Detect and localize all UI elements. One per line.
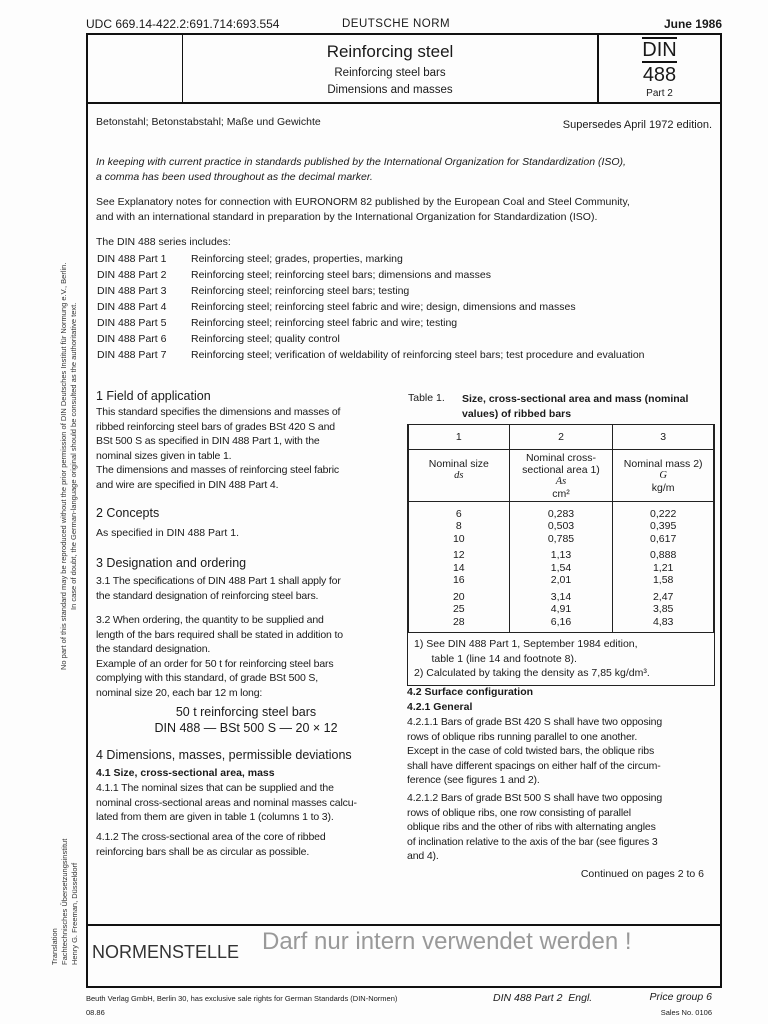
copyright-notice: No part of this standard may be reproduced without the prior permission of DIN Deutsches Institut für Normung e.V., Berlin. In case of doubt, the German-language original should be consulted as the authoritative text. xyxy=(59,262,78,670)
table-cell: 1,58 xyxy=(652,574,674,586)
table-cell: 28 xyxy=(452,615,465,628)
table-cell: 10 xyxy=(452,532,465,545)
table-cell: 3,14 xyxy=(550,590,572,603)
table-cell: 6,16 xyxy=(550,615,572,628)
table-cell: 4,83 xyxy=(652,615,674,628)
table-cell: 1,21 xyxy=(652,561,674,574)
german-title: Betonstahl; Betonstabstahl; Maße und Gewichte xyxy=(96,116,321,128)
table-column-numbers: 1 2 3 xyxy=(409,425,714,449)
price-group: Price group 6 xyxy=(649,991,712,1003)
series-item: DIN 488 Part 2 Reinforcing steel; reinforcing steel bars; dimensions and masses xyxy=(97,269,491,281)
table-cell: 20 xyxy=(452,590,465,603)
section-4-1-heading: 4.1 Size, cross-sectional area, mass xyxy=(96,767,275,779)
table-cell: 14 xyxy=(452,561,465,574)
translation-credit: Translation Fachtechnisches Übersetzungsinstitut Henry G. Freeman, Düsseldorf xyxy=(50,838,79,965)
section-1-text: This standard specifies the dimensions and masses of ribbed reinforcing steel bars of grades BSt 420 S and BSt 500 S as specified in DIN 488 Part 1, with the nominal sizes given in table 1. The dimensions and masses of reinforcing steel fabric and wire are specified in DIN 488 Part 4. xyxy=(96,406,341,491)
order-example-line-2: DIN 488 — BSt 500 S — 20 × 12 xyxy=(154,721,338,735)
section-3-1-text: 3.1 The specifications of DIN 488 Part 1 shall apply for the standard designation of reinforcing steel bars. xyxy=(96,575,341,602)
section-2-heading: 2 Concepts xyxy=(96,506,160,520)
section-4-1-2-text: 4.1.2 The cross-sectional area of the core of ribbed reinforcing bars shall be as circular as possible. xyxy=(96,831,326,858)
table-cell: 4,91 xyxy=(550,603,572,615)
section-2-text: As specified in DIN 488 Part 1. xyxy=(96,527,239,539)
sales-number: Sales No. 0106 xyxy=(660,1008,712,1017)
table-body xyxy=(409,501,714,633)
document-title: Reinforcing steel xyxy=(326,42,454,61)
table-cell: 0,395 xyxy=(650,520,677,532)
deutsche-norm: DEUTSCHE NORM xyxy=(342,18,451,30)
table-cell: 12 xyxy=(452,549,465,561)
section-4-2-heading: 4.2 Surface configuration xyxy=(407,686,534,698)
section-4-2-1-heading: 4.2.1 General xyxy=(407,701,473,713)
section-3-2-text: 3.2 When ordering, the quantity to be supplied and length of the bars required shall be stated in addition to the standard designation. Example of an order for 50 t for reinforcing steel bars complying with this standard, of grade BSt 500 S, nominal size 20, each bar 12 m long: xyxy=(96,614,343,699)
din-logo: DIN xyxy=(642,39,677,61)
section-4-heading: 4 Dimensions, masses, permissible deviations xyxy=(96,748,352,762)
series-item: DIN 488 Part 6 Reinforcing steel; quality control xyxy=(97,333,340,345)
table-cell: 3,85 xyxy=(652,603,674,615)
table-cell: 0,785 xyxy=(547,532,575,545)
series-item: DIN 488 Part 4 Reinforcing steel; reinforcing steel fabric and wire; design, dimensions and masses xyxy=(97,301,576,313)
table-cell: 1,13 xyxy=(550,549,572,561)
normenstelle-stamp: NORMENSTELLE xyxy=(92,942,240,962)
series-item: DIN 488 Part 5 Reinforcing steel; reinforcing steel fabric and wire; testing xyxy=(97,317,458,329)
section-4-2-1-1-text: 4.2.1.1 Bars of grade BSt 420 S shall have two opposing rows of oblique ribs running parallel to one another. Except in the case of cold twisted bars, the oblique ribs shall have different spacings on either half of the circum- ference (see figures 1 and 2). xyxy=(407,716,663,787)
table-footnotes: 1) See DIN 488 Part 1, September 1984 edition, table 1 (line 14 and footnote 8). 2) Calculated by taking the density as 7,85 kg/dm³. xyxy=(414,638,650,680)
series-item: DIN 488 Part 7 Reinforcing steel; verification of weldability of reinforcing steel bars; test procedure and evaluation xyxy=(97,349,645,361)
series-intro: The DIN 488 series includes: xyxy=(96,236,231,248)
table-cell: 8 xyxy=(455,520,462,532)
publisher-note: Beuth Verlag GmbH, Berlin 30, has exclusive sale rights for German Standards (DIN-Normen) xyxy=(86,994,398,1003)
section-1-heading: 1 Field of application xyxy=(96,389,211,403)
section-3-heading: 3 Designation and ordering xyxy=(96,556,247,570)
table-cell: 0,222 xyxy=(650,507,677,520)
series-item: DIN 488 Part 1 Reinforcing steel; grades, properties, marking xyxy=(97,253,403,265)
order-example-line-1: 50 t reinforcing steel bars xyxy=(175,705,317,719)
series-list xyxy=(96,251,646,363)
section-4-2-1-2-text: 4.2.1.2 Bars of grade BSt 500 S shall have two opposing rows of oblique ribs, one row consisting of parallel oblique ribs and the other of ribs with alternating angles of inclination relative to the axis of the bar (see figures 3 and 4). xyxy=(407,792,663,863)
table-cell: 2,01 xyxy=(550,574,572,586)
table-cell: 0,888 xyxy=(650,549,677,561)
continued-note: Continued on pages 2 to 6 xyxy=(580,868,704,880)
issue-date: June 1986 xyxy=(663,17,722,31)
udc-code: UDC 669.14-422.2:691.714:693.554 xyxy=(86,17,280,31)
document-subtitle-2: Dimensions and masses xyxy=(327,84,453,96)
standard-number: 488 xyxy=(642,64,677,86)
print-code: 08.86 xyxy=(86,1008,105,1017)
table-cell: 1,54 xyxy=(550,561,572,574)
standard-part: Part 2 xyxy=(646,88,673,99)
table-cell: 25 xyxy=(452,603,465,615)
iso-note: In keeping with current practice in standards published by the International Organization for Standardization (ISO), a comma has been used throughout as the decimal marker. xyxy=(96,156,626,183)
table-cell: 0,503 xyxy=(547,520,575,532)
table-cell: 0,617 xyxy=(650,532,677,545)
table-cell: 16 xyxy=(452,574,465,586)
table-cell: 0,283 xyxy=(547,507,575,520)
supersedes-note: Supersedes April 1972 edition. xyxy=(562,119,712,131)
document-reference: DIN 488 Part 2 Engl. xyxy=(493,992,593,1004)
table-cell: 2,47 xyxy=(652,590,674,603)
table-1 xyxy=(407,424,715,686)
table-header-row: Nominal size ds Nominal cross- sectional area 1) As cm² Nominal mass 2) G kg/m xyxy=(409,449,714,501)
table-cell: 6 xyxy=(455,507,462,520)
section-4-1-1-text: 4.1.1 The nominal sizes that can be supplied and the nominal cross-sectional areas and nominal masses calcu- lated from them are given in table 1 (columns 1 to 3). xyxy=(96,782,357,824)
table-caption: Size, cross-sectional area and mass (nominal values) of ribbed bars xyxy=(462,393,689,420)
table-label: Table 1. xyxy=(408,392,445,404)
document-subtitle: Reinforcing steel bars xyxy=(334,67,446,79)
series-item: DIN 488 Part 3 Reinforcing steel; reinforcing steel bars; testing xyxy=(97,285,410,297)
internal-use-stamp: Darf nur intern verwendet werden ! xyxy=(262,928,632,955)
explanatory-note: See Explanatory notes for connection with EURONORM 82 published by the European Coal and Steel Community, and with an international standard in preparation by the International Organization for Standardization (ISO). xyxy=(96,196,630,223)
